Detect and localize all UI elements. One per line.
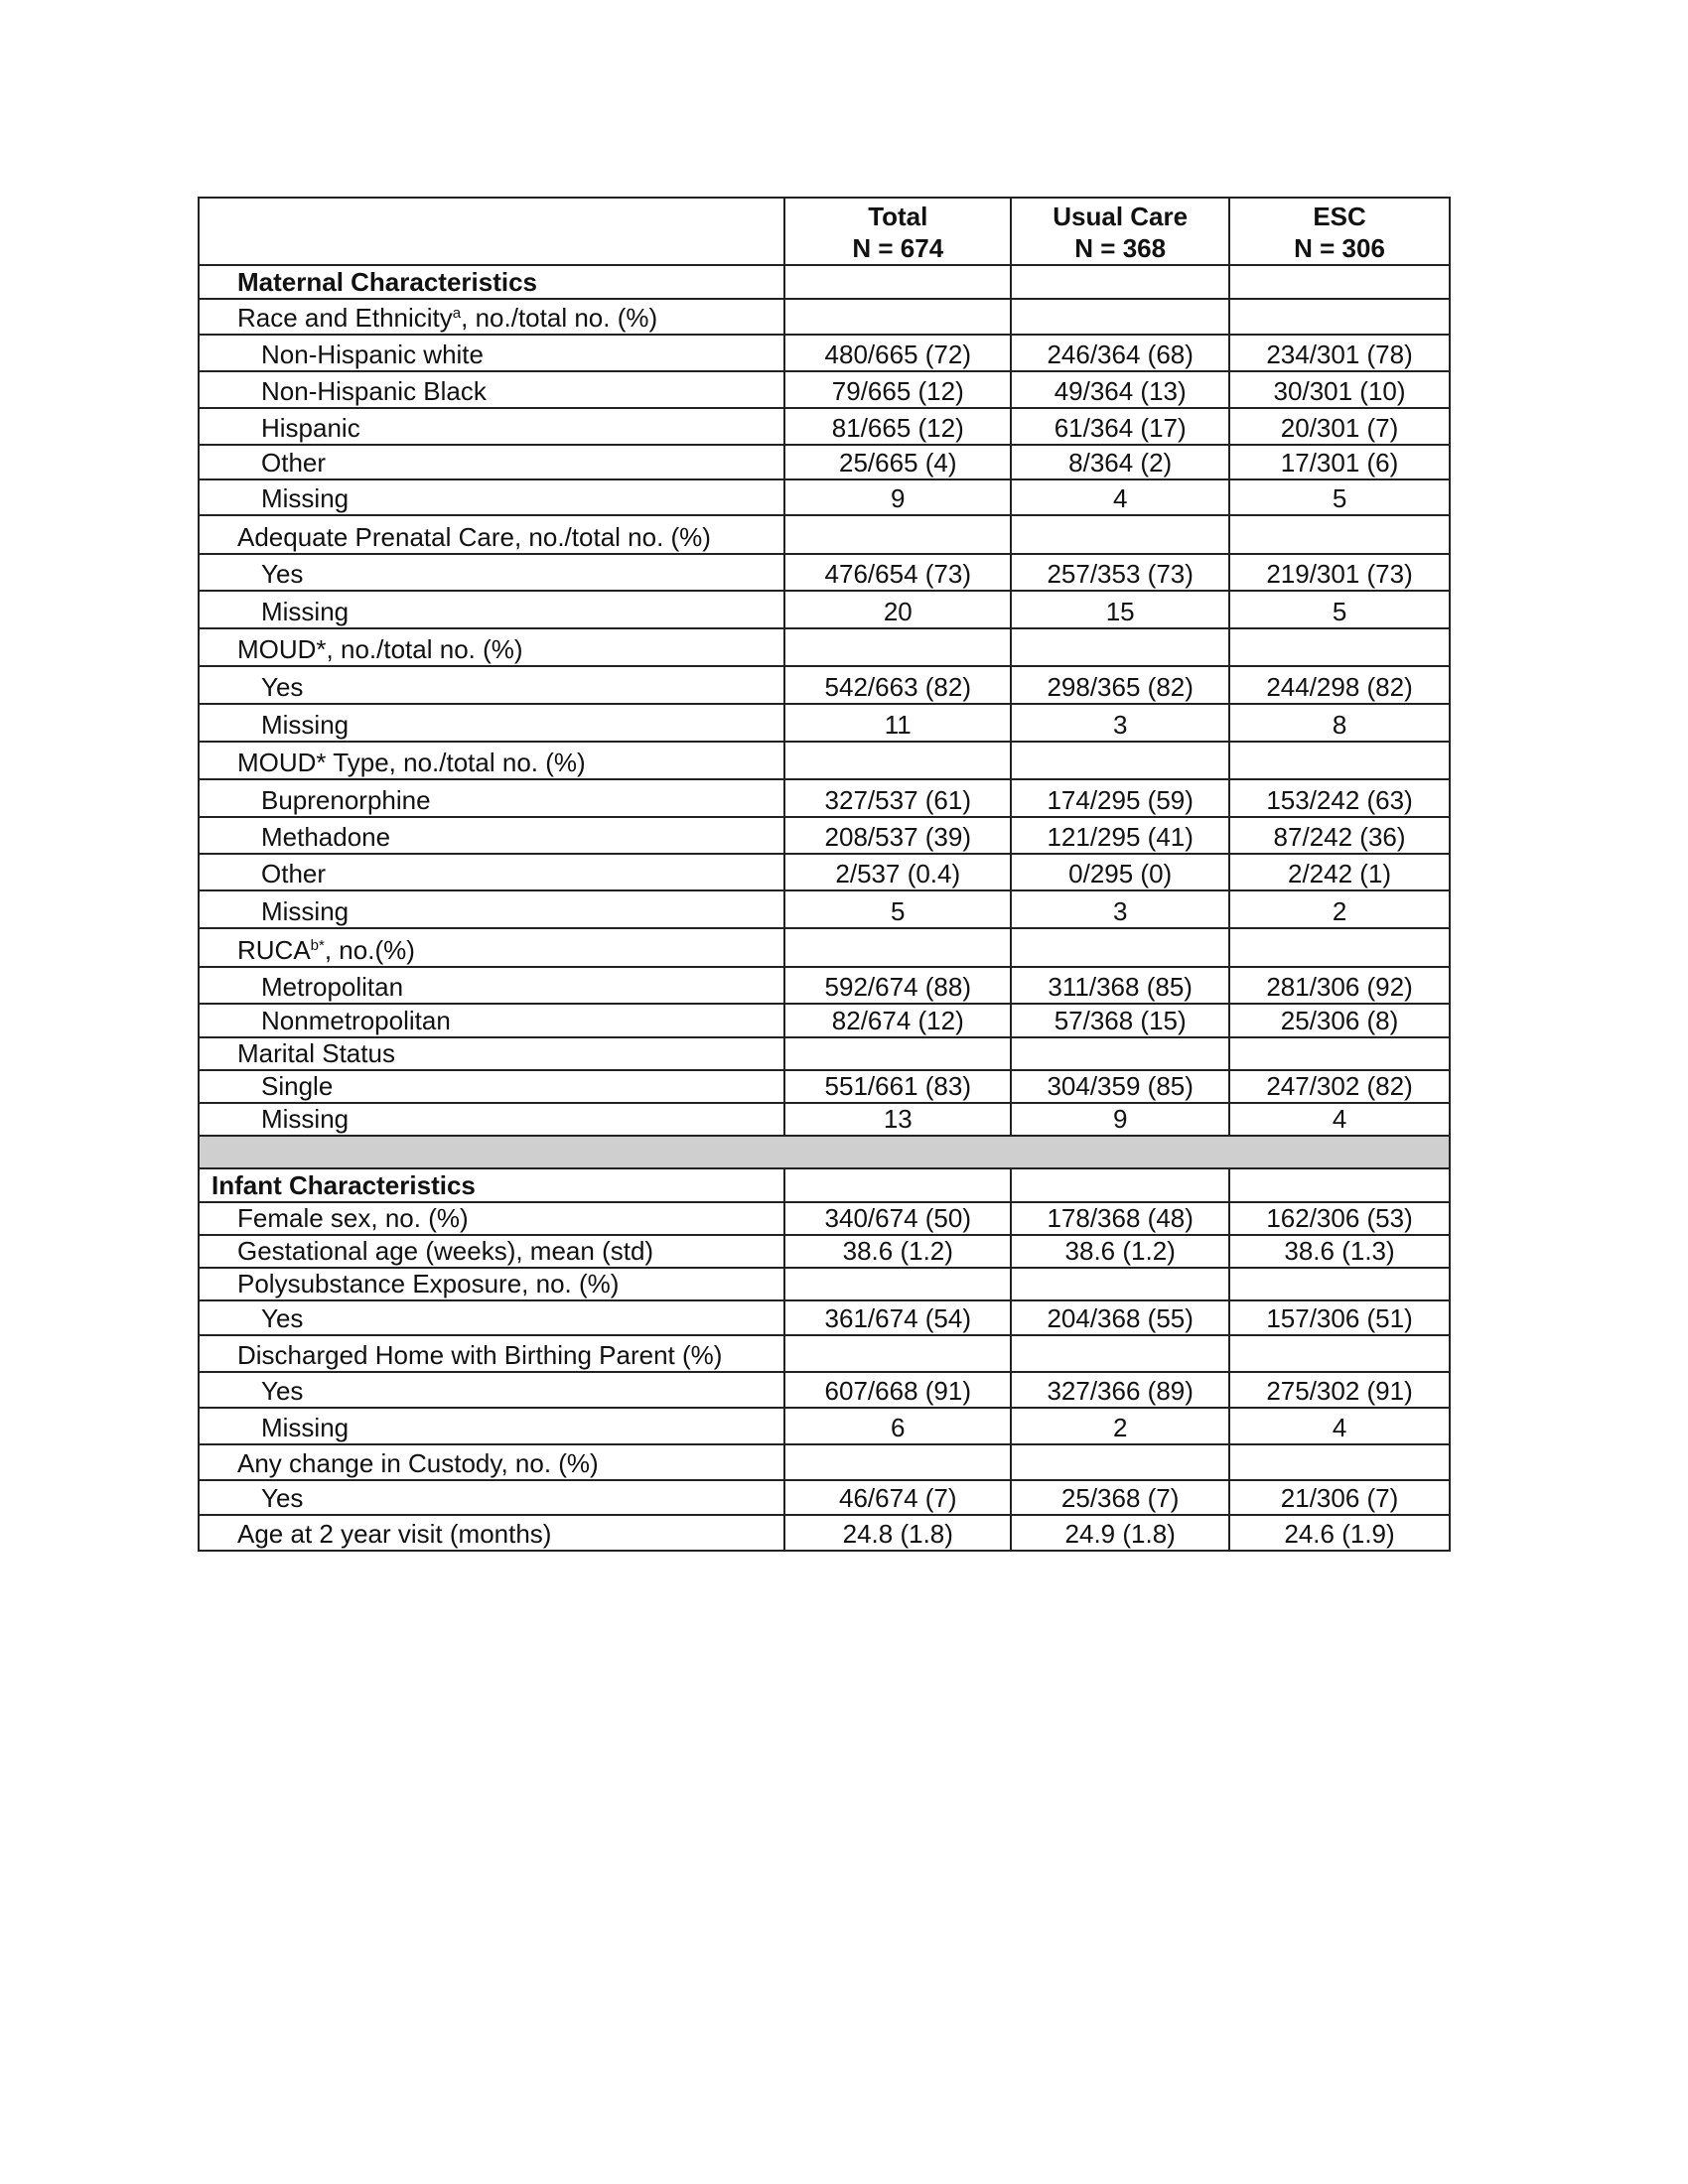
value-cell xyxy=(1011,1168,1229,1202)
row-label xyxy=(199,1515,784,1551)
row-label xyxy=(199,1408,784,1444)
table-row xyxy=(199,704,1450,742)
table-row xyxy=(199,1235,1450,1268)
value-cell: 81/665 (12) xyxy=(784,408,1011,445)
value-cell xyxy=(1011,1268,1229,1300)
value-cell: 13 xyxy=(784,1103,1011,1136)
row-label-text: Yes xyxy=(261,1483,304,1514)
row-label-text: RUCA xyxy=(237,935,311,966)
row-label xyxy=(199,1335,784,1372)
row-label-text: Other xyxy=(261,448,327,478)
value-cell: 38.6 (1.3) xyxy=(1229,1235,1450,1268)
row-label xyxy=(199,779,784,817)
row-label xyxy=(199,1444,784,1480)
row-label xyxy=(199,515,784,554)
group-header-row xyxy=(199,628,1450,666)
row-label xyxy=(199,1372,784,1408)
value-cell: 592/674 (88) xyxy=(784,967,1011,1004)
group-header-row xyxy=(199,928,1450,967)
value-cell: 61/364 (17) xyxy=(1011,408,1229,445)
value-cell: 174/295 (59) xyxy=(1011,779,1229,817)
row-label xyxy=(199,554,784,591)
row-label xyxy=(199,817,784,854)
value-cell xyxy=(1229,1037,1450,1070)
value-cell xyxy=(1229,1268,1450,1300)
value-cell: 87/242 (36) xyxy=(1229,817,1450,854)
group-header-row xyxy=(199,1268,1450,1300)
value-cell: 30/301 (10) xyxy=(1229,371,1450,408)
row-label-text: Missing xyxy=(261,1104,350,1135)
row-label xyxy=(199,335,784,371)
value-cell: 6 xyxy=(784,1408,1011,1444)
row-label xyxy=(199,628,784,666)
value-cell xyxy=(1011,1335,1229,1372)
value-cell xyxy=(1229,265,1450,299)
value-cell: 234/301 (78) xyxy=(1229,335,1450,371)
value-cell xyxy=(784,628,1011,666)
row-label-text: Any change in Custody, no. (%) xyxy=(237,1448,599,1479)
column-name: Usual Care xyxy=(1053,202,1189,231)
value-cell: 480/665 (72) xyxy=(784,335,1011,371)
value-cell: 21/306 (7) xyxy=(1229,1480,1450,1515)
value-cell: 327/537 (61) xyxy=(784,779,1011,817)
row-label xyxy=(199,1168,784,1202)
row-label xyxy=(199,1300,784,1335)
value-cell: 49/364 (13) xyxy=(1011,371,1229,408)
value-cell: 57/368 (15) xyxy=(1011,1004,1229,1037)
value-cell: 157/306 (51) xyxy=(1229,1300,1450,1335)
value-cell: 304/359 (85) xyxy=(1011,1070,1229,1103)
value-cell: 8 xyxy=(1229,704,1450,742)
value-cell xyxy=(1229,928,1450,967)
value-cell xyxy=(1229,628,1450,666)
value-cell: 38.6 (1.2) xyxy=(1011,1235,1229,1268)
row-label xyxy=(199,1480,784,1515)
group-header-row xyxy=(199,515,1450,554)
table-row xyxy=(199,1202,1450,1235)
value-cell: 4 xyxy=(1011,479,1229,515)
row-label-text: Hispanic xyxy=(261,413,360,444)
value-cell: 15 xyxy=(1011,591,1229,628)
value-cell: 476/654 (73) xyxy=(784,554,1011,591)
section-header-row xyxy=(199,265,1450,299)
value-cell xyxy=(1229,742,1450,779)
value-cell: 247/302 (82) xyxy=(1229,1070,1450,1103)
value-cell: 2 xyxy=(1229,890,1450,928)
row-label-text: Yes xyxy=(261,1303,304,1334)
row-label-text: Yes xyxy=(261,559,304,590)
row-label xyxy=(199,854,784,890)
row-label-text: Missing xyxy=(261,483,350,514)
header-empty-cell xyxy=(199,198,784,265)
row-label-suffix: , no./total no. (%) xyxy=(461,303,658,334)
value-cell: 311/368 (85) xyxy=(1011,967,1229,1004)
row-label-text: Missing xyxy=(261,597,350,627)
value-cell: 2/537 (0.4) xyxy=(784,854,1011,890)
row-label xyxy=(199,479,784,515)
column-name: ESC xyxy=(1313,202,1366,231)
row-label xyxy=(199,1235,784,1268)
value-cell xyxy=(784,1037,1011,1070)
value-cell: 2 xyxy=(1011,1408,1229,1444)
row-label-text: Age at 2 year visit (months) xyxy=(237,1519,552,1550)
value-cell xyxy=(1011,1037,1229,1070)
row-label-text: Infant Characteristics xyxy=(211,1170,476,1201)
row-label xyxy=(199,1103,784,1136)
row-label xyxy=(199,666,784,704)
value-cell xyxy=(1011,265,1229,299)
row-label-text: Methadone xyxy=(261,822,391,853)
group-header-row xyxy=(199,1037,1450,1070)
row-label xyxy=(199,408,784,445)
value-cell: 25/665 (4) xyxy=(784,445,1011,479)
table-row xyxy=(199,817,1450,854)
table-row xyxy=(199,1372,1450,1408)
table-body xyxy=(199,265,1450,1551)
table-row xyxy=(199,666,1450,704)
row-label-text: Missing xyxy=(261,710,350,741)
row-label xyxy=(199,967,784,1004)
table-row xyxy=(199,479,1450,515)
value-cell: 219/301 (73) xyxy=(1229,554,1450,591)
value-cell: 542/663 (82) xyxy=(784,666,1011,704)
row-label-suffix: , no.(%) xyxy=(324,935,415,966)
row-label-text: Polysubstance Exposure, no. (%) xyxy=(237,1269,620,1299)
row-label-text: Race and Ethnicity xyxy=(237,303,453,334)
value-cell xyxy=(784,1268,1011,1300)
table-row xyxy=(199,591,1450,628)
value-cell: 9 xyxy=(1011,1103,1229,1136)
row-label-text: Yes xyxy=(261,1376,304,1407)
value-cell xyxy=(784,1168,1011,1202)
row-label-text: Gestational age (weeks), mean (std) xyxy=(237,1236,654,1267)
separator-cell xyxy=(199,1136,1450,1168)
row-label xyxy=(199,1004,784,1037)
value-cell: 246/364 (68) xyxy=(1011,335,1229,371)
value-cell: 281/306 (92) xyxy=(1229,967,1450,1004)
value-cell xyxy=(1229,1168,1450,1202)
value-cell xyxy=(784,515,1011,554)
row-label-text: Nonmetropolitan xyxy=(261,1006,451,1036)
value-cell xyxy=(784,299,1011,335)
characteristics-table xyxy=(198,197,1451,1552)
value-cell xyxy=(1229,1444,1450,1480)
row-label xyxy=(199,742,784,779)
row-label xyxy=(199,371,784,408)
value-cell: 25/306 (8) xyxy=(1229,1004,1450,1037)
value-cell: 551/661 (83) xyxy=(784,1070,1011,1103)
row-label-text: Other xyxy=(261,859,327,889)
group-header-row xyxy=(199,1335,1450,1372)
value-cell: 3 xyxy=(1011,890,1229,928)
value-cell: 178/368 (48) xyxy=(1011,1202,1229,1235)
table-row xyxy=(199,1515,1450,1551)
row-label-text: Missing xyxy=(261,896,350,927)
table-row xyxy=(199,554,1450,591)
value-cell: 25/368 (7) xyxy=(1011,1480,1229,1515)
row-label xyxy=(199,445,784,479)
value-cell: 0/295 (0) xyxy=(1011,854,1229,890)
value-cell xyxy=(1011,628,1229,666)
value-cell xyxy=(1229,299,1450,335)
value-cell: 5 xyxy=(1229,591,1450,628)
value-cell: 20/301 (7) xyxy=(1229,408,1450,445)
value-cell: 4 xyxy=(1229,1408,1450,1444)
row-label xyxy=(199,704,784,742)
row-label xyxy=(199,299,784,335)
row-label-text: Buprenorphine xyxy=(261,785,431,816)
column-header-total xyxy=(784,198,1011,265)
table-row xyxy=(199,1004,1450,1037)
value-cell: 162/306 (53) xyxy=(1229,1202,1450,1235)
value-cell: 3 xyxy=(1011,704,1229,742)
table-row xyxy=(199,854,1450,890)
value-cell: 2/242 (1) xyxy=(1229,854,1450,890)
row-label-text: Marital Status xyxy=(237,1038,395,1069)
table-row xyxy=(199,779,1450,817)
row-label-text: Missing xyxy=(261,1413,350,1443)
value-cell xyxy=(1229,515,1450,554)
row-label xyxy=(199,1202,784,1235)
value-cell xyxy=(784,928,1011,967)
table-row xyxy=(199,967,1450,1004)
value-cell: 607/668 (91) xyxy=(784,1372,1011,1408)
value-cell: 24.9 (1.8) xyxy=(1011,1515,1229,1551)
table-row xyxy=(199,1300,1450,1335)
value-cell: 20 xyxy=(784,591,1011,628)
value-cell: 9 xyxy=(784,479,1011,515)
row-label xyxy=(199,928,784,967)
table-row xyxy=(199,890,1450,928)
value-cell: 153/242 (63) xyxy=(1229,779,1450,817)
value-cell: 11 xyxy=(784,704,1011,742)
value-cell: 5 xyxy=(1229,479,1450,515)
value-cell: 204/368 (55) xyxy=(1011,1300,1229,1335)
value-cell: 275/302 (91) xyxy=(1229,1372,1450,1408)
row-label-text: Non-Hispanic Black xyxy=(261,376,487,407)
value-cell: 8/364 (2) xyxy=(1011,445,1229,479)
table-row xyxy=(199,1070,1450,1103)
value-cell: 4 xyxy=(1229,1103,1450,1136)
column-n: N = 368 xyxy=(1074,233,1167,263)
column-n: N = 306 xyxy=(1294,233,1385,263)
value-cell: 208/537 (39) xyxy=(784,817,1011,854)
row-label-text: Adequate Prenatal Care, no./total no. (%) xyxy=(237,522,711,553)
value-cell xyxy=(784,1335,1011,1372)
column-name: Total xyxy=(868,202,928,231)
value-cell: 82/674 (12) xyxy=(784,1004,1011,1037)
column-header-usual-care xyxy=(1011,198,1229,265)
row-label xyxy=(199,1070,784,1103)
row-label-text: Metropolitan xyxy=(261,972,404,1003)
value-cell xyxy=(1011,515,1229,554)
column-header-esc xyxy=(1229,198,1450,265)
value-cell: 121/295 (41) xyxy=(1011,817,1229,854)
row-label-text: MOUD*, no./total no. (%) xyxy=(237,634,523,665)
value-cell: 244/298 (82) xyxy=(1229,666,1450,704)
table-row xyxy=(199,445,1450,479)
row-label-text: Maternal Characteristics xyxy=(237,267,538,298)
value-cell: 17/301 (6) xyxy=(1229,445,1450,479)
row-label xyxy=(199,890,784,928)
value-cell: 79/665 (12) xyxy=(784,371,1011,408)
footnote-marker: a xyxy=(452,305,462,323)
value-cell: 38.6 (1.2) xyxy=(784,1235,1011,1268)
value-cell: 298/365 (82) xyxy=(1011,666,1229,704)
row-label-text: Single xyxy=(261,1071,334,1102)
table-row xyxy=(199,1408,1450,1444)
value-cell: 257/353 (73) xyxy=(1011,554,1229,591)
row-label-text: Yes xyxy=(261,672,304,703)
value-cell xyxy=(1229,1335,1450,1372)
value-cell xyxy=(1011,928,1229,967)
table-row xyxy=(199,371,1450,408)
value-cell: 340/674 (50) xyxy=(784,1202,1011,1235)
group-header-row xyxy=(199,299,1450,335)
value-cell xyxy=(1011,742,1229,779)
section-header-row xyxy=(199,1168,1450,1202)
table-row xyxy=(199,408,1450,445)
value-cell xyxy=(784,742,1011,779)
table-row xyxy=(199,335,1450,371)
row-label-text: MOUD* Type, no./total no. (%) xyxy=(237,748,586,778)
value-cell xyxy=(1011,299,1229,335)
row-label xyxy=(199,1268,784,1300)
row-label xyxy=(199,265,784,299)
table-row xyxy=(199,1480,1450,1515)
value-cell: 5 xyxy=(784,890,1011,928)
value-cell xyxy=(784,1444,1011,1480)
row-label xyxy=(199,1037,784,1070)
row-label xyxy=(199,591,784,628)
value-cell xyxy=(784,265,1011,299)
value-cell: 327/366 (89) xyxy=(1011,1372,1229,1408)
value-cell: 24.8 (1.8) xyxy=(784,1515,1011,1551)
footnote-marker: b* xyxy=(310,937,325,955)
row-label-text: Discharged Home with Birthing Parent (%) xyxy=(237,1340,723,1371)
row-label-text: Non-Hispanic white xyxy=(261,340,484,370)
section-separator-row xyxy=(199,1136,1450,1168)
group-header-row xyxy=(199,1444,1450,1480)
table-row xyxy=(199,1103,1450,1136)
group-header-row xyxy=(199,742,1450,779)
value-cell: 46/674 (7) xyxy=(784,1480,1011,1515)
value-cell: 24.6 (1.9) xyxy=(1229,1515,1450,1551)
value-cell xyxy=(1011,1444,1229,1480)
column-n: N = 674 xyxy=(852,233,944,263)
header-row xyxy=(199,198,1450,265)
value-cell: 361/674 (54) xyxy=(784,1300,1011,1335)
row-label-text: Female sex, no. (%) xyxy=(237,1203,469,1234)
